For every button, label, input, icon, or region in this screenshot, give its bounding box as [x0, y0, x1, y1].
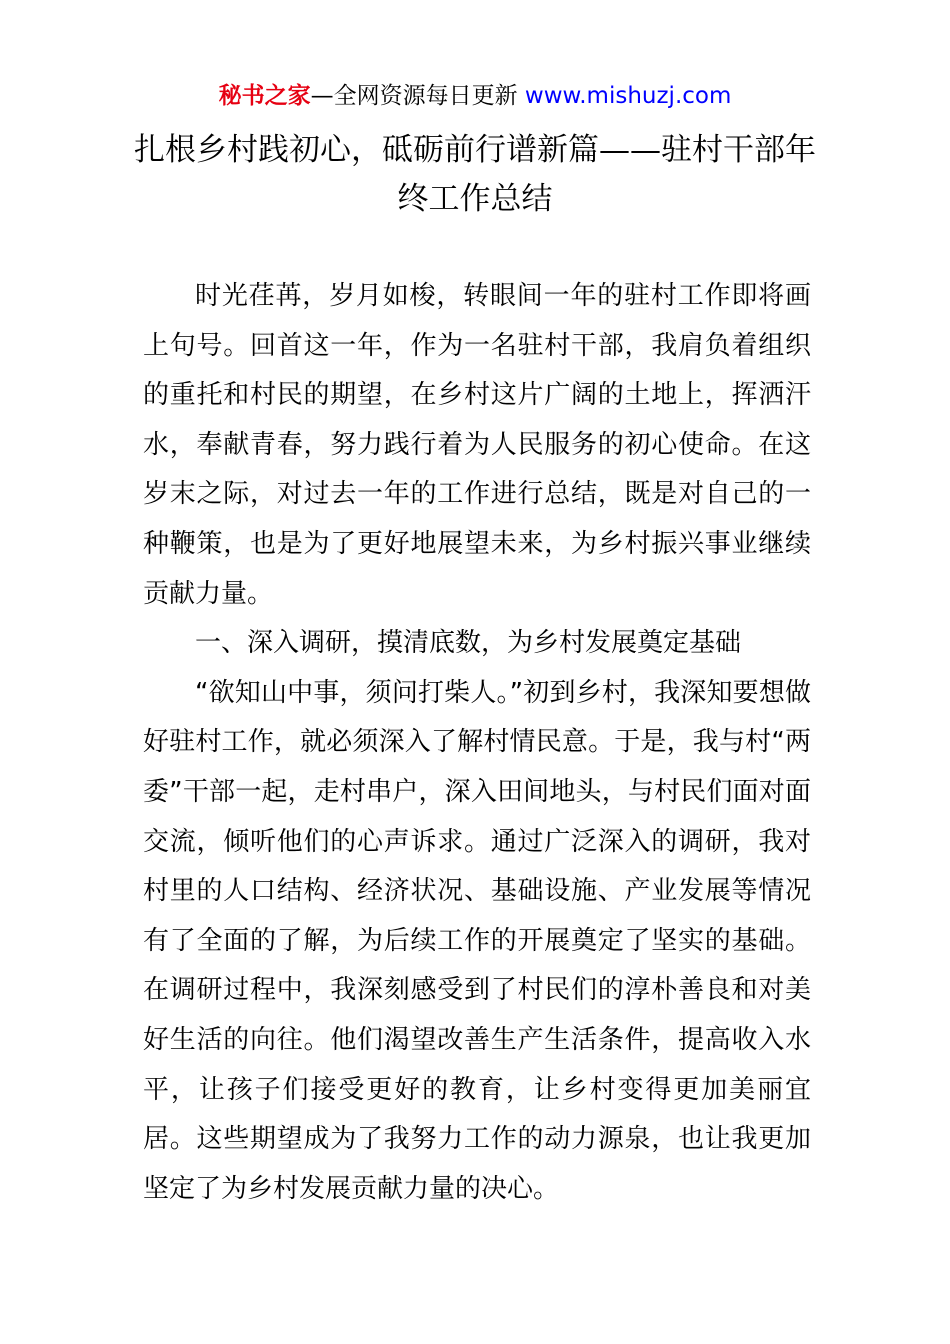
document-body — [143, 272, 811, 1214]
intro-paragraph: 时光荏苒，岁月如梭，转眼间一年的驻村工作即将画上句号。回首这一年，作为一名驻村干部，我肩负着组织的重托和村民的期望，在乡村这片广阔的土地上，挥洒汗水，奉献青春，努力践行着为人民服务的初心使命。在这岁末之际，对过去一年的工作进行总结，既是对自己的一种鞭策，也是为了更好地展望未来，为乡村振兴事业继续贡献力量。 — [143, 281, 811, 609]
site-header — [0, 80, 950, 112]
site-name: 秘书之家 — [218, 83, 311, 109]
section-paragraph: “欲知山中事，须问打柴人。”初到乡村，我深知要想做好驻村工作，就必须深入了解村情民意。于是，我与村“两委”干部一起，走村串户，深入田间地头，与村民们面对面交流，倾听他们的心声诉求。通过广泛深入的调研，我对村里的人口结构、经济状况、基础设施、产业发展等情况有了全面的了解，为后续工作的开展奠定了坚实的基础。在调研过程中，我深刻感受到了村民们的淳朴善良和对美好生活的向往。他们渴望改善生产生活条件，提高收入水平，让孩子们接受更好的教育，让乡村变得更加美丽宜居。这些期望成为了我努力工作的动力源泉，也让我更加坚定了为乡村发展贡献力量的决心。 — [143, 677, 811, 1204]
document-title: 扎根乡村践初心，砥砺前行谱新篇——驻村干部年终工作总结 — [134, 132, 816, 217]
site-tagline: —全网资源每日更新 — [310, 83, 518, 109]
section-heading: 一、深入调研，摸清底数，为乡村发展奠定基础 — [195, 628, 742, 659]
site-url-link[interactable]: www.mishuzj.com — [524, 83, 732, 109]
